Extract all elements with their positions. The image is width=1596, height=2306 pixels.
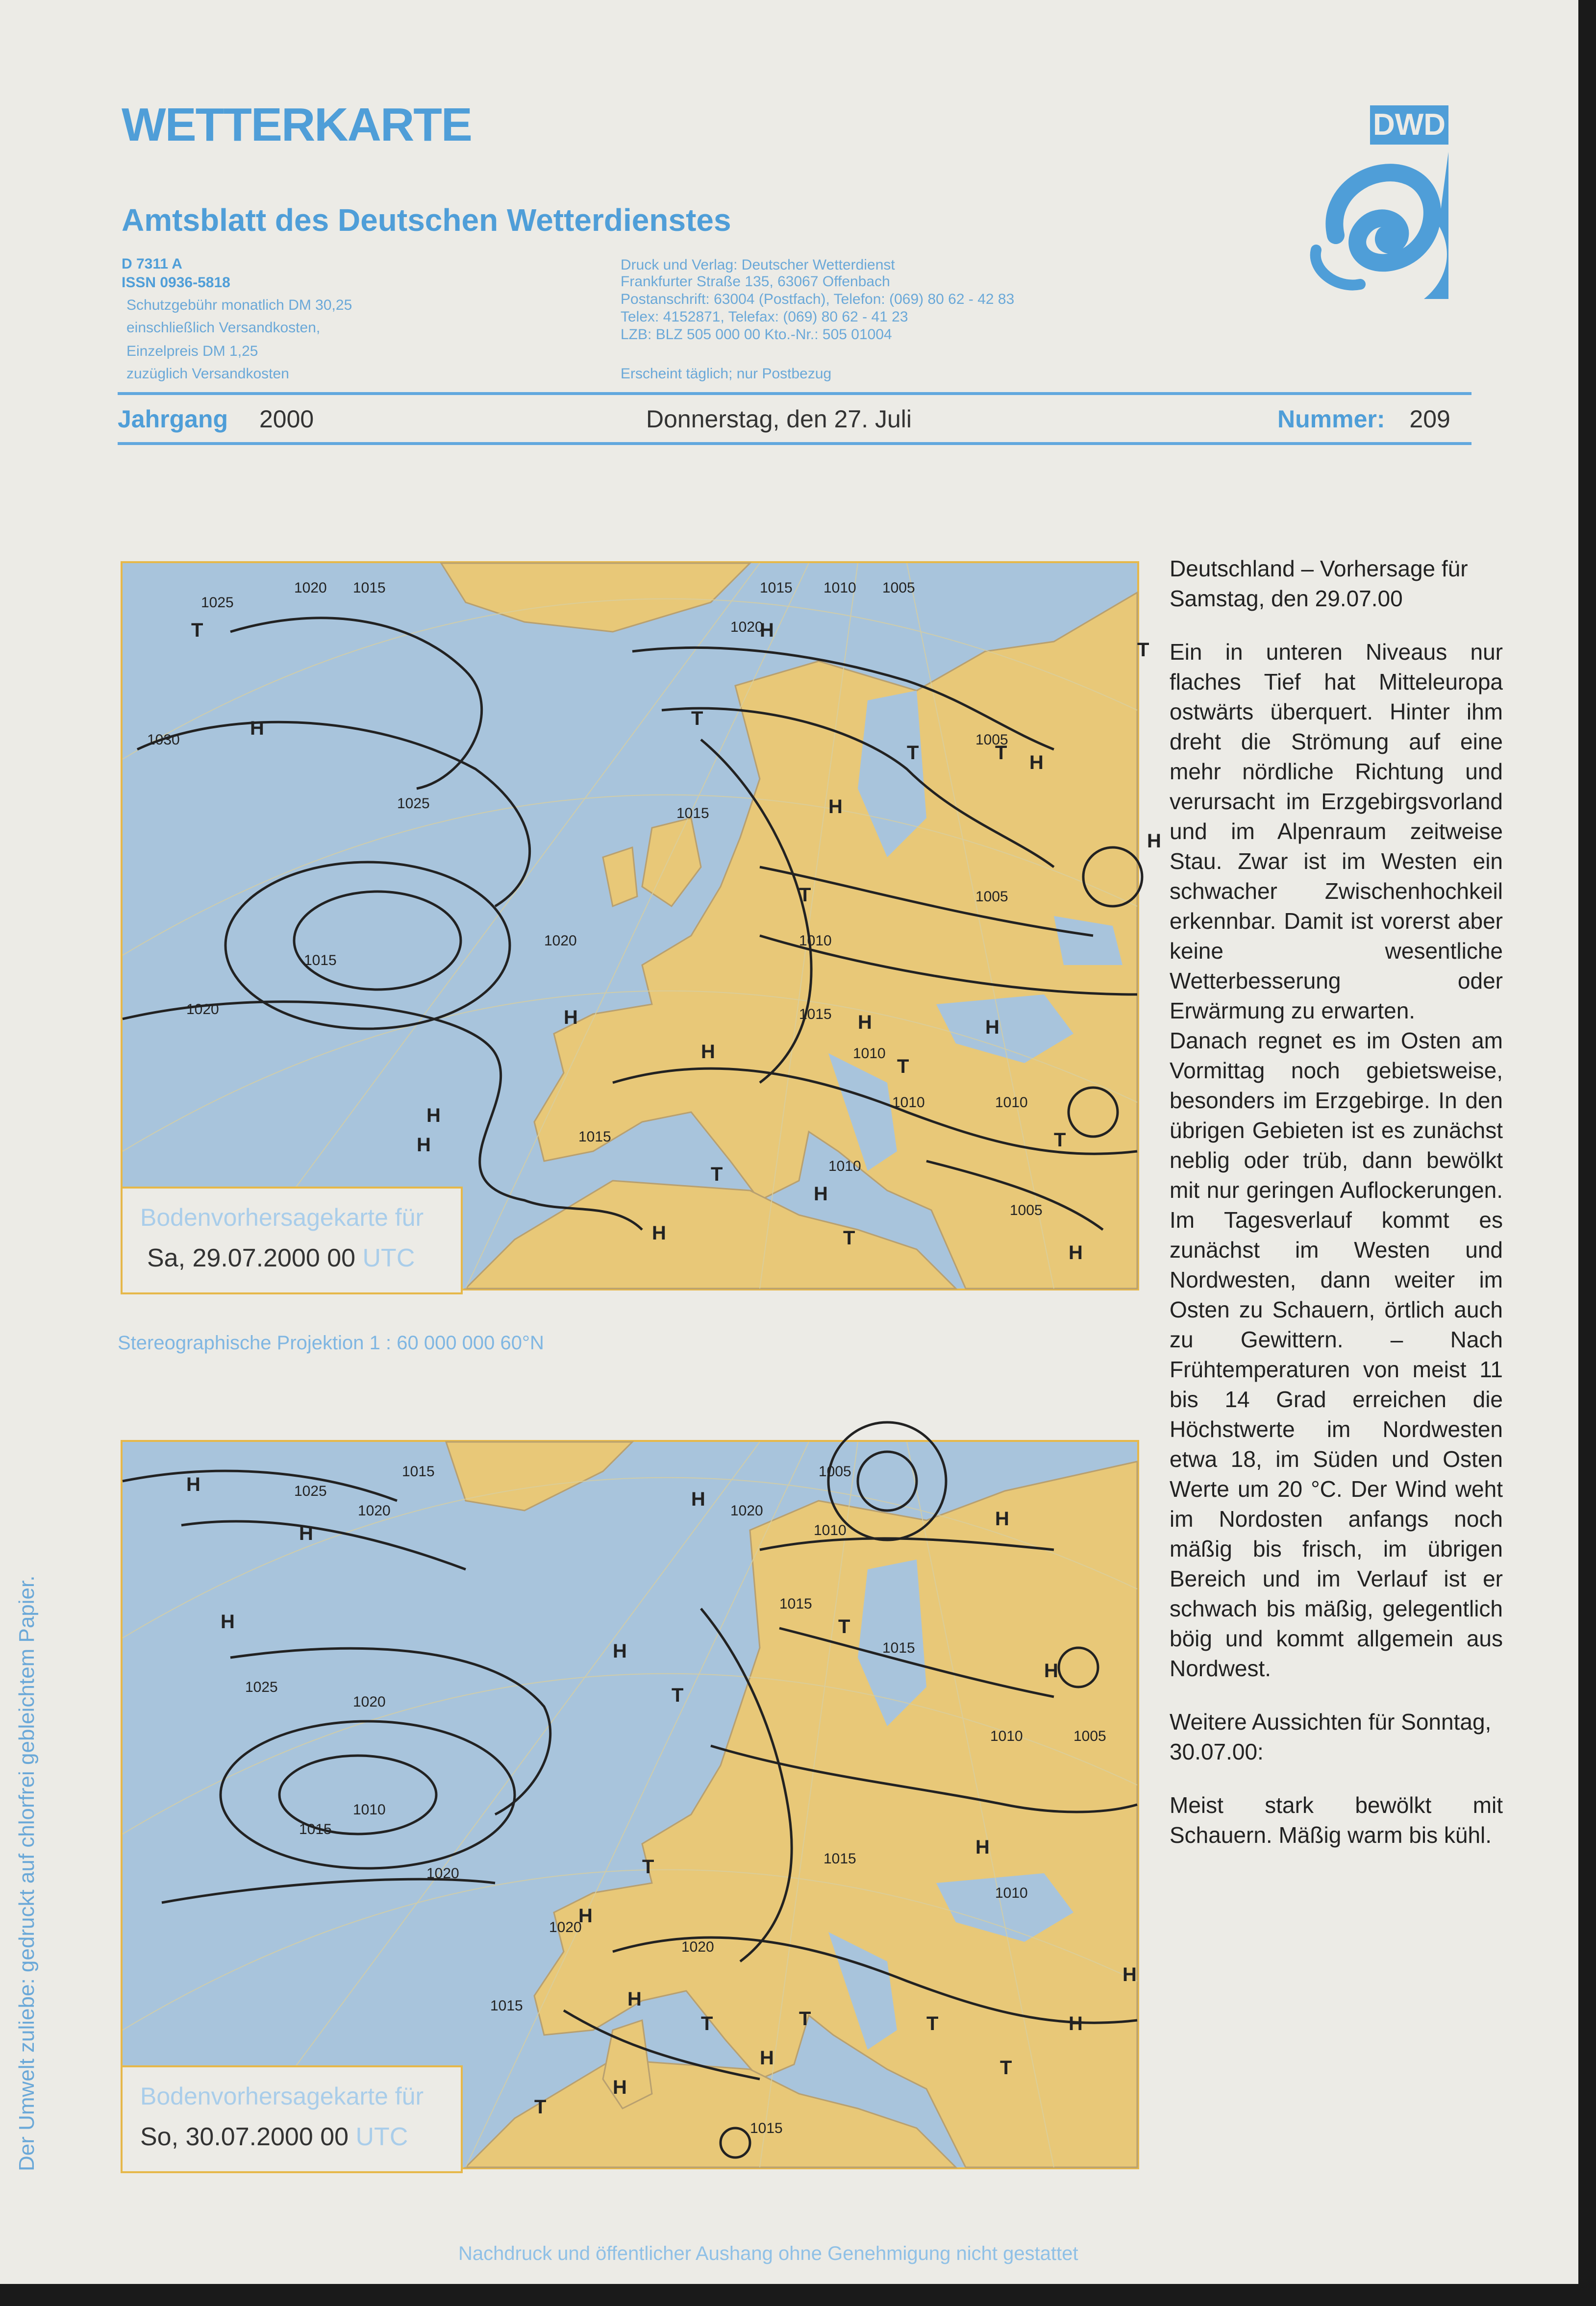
- map2-caption-title: Bodenvorhersagekarte für: [140, 2083, 424, 2110]
- svg-text:1020: 1020: [186, 1001, 219, 1017]
- svg-text:1025: 1025: [294, 1483, 327, 1499]
- svg-text:H: H: [627, 1988, 642, 2010]
- svg-text:H: H: [995, 1508, 1009, 1530]
- map1-caption-date: Sa, 29.07.2000 00 UTC: [147, 1244, 415, 1272]
- issue-bar: [118, 405, 314, 433]
- svg-text:1020: 1020: [730, 619, 763, 635]
- svg-text:1015: 1015: [823, 1851, 856, 1867]
- svg-text:1015: 1015: [299, 1821, 332, 1837]
- svg-text:H: H: [760, 620, 774, 641]
- svg-text:1015: 1015: [402, 1463, 435, 1480]
- map2-caption: [121, 2065, 463, 2173]
- svg-text:H: H: [186, 1474, 200, 1495]
- svg-text:1020: 1020: [426, 1865, 459, 1882]
- fee-3: Einzelpreis DM 1,25: [126, 343, 258, 359]
- svg-text:1010: 1010: [995, 1885, 1028, 1901]
- number-label: Nummer:: [1277, 405, 1385, 433]
- svg-text:1025: 1025: [201, 595, 234, 611]
- svg-text:1010: 1010: [823, 580, 856, 596]
- svg-text:1005: 1005: [975, 889, 1008, 905]
- projection-note: Stereographische Projektion 1 : 60 000 000 60°N: [118, 1332, 544, 1354]
- svg-text:T: T: [642, 1856, 654, 1878]
- svg-text:T: T: [897, 1056, 909, 1077]
- svg-text:1020: 1020: [681, 1939, 714, 1955]
- forecast-body-2: Danach regnet es im Osten am Vormittag noch gebietsweise, besonders im Erzgebirge. In den übrigen Gebieten ist es zunächst neblig oder trüb, dann bewölkt mit nur geringen Auflockerungen. Im Tagesverlauf kommt es zunächst im Westen und Nordwesten, dann weiter im Osten zu Schauern, örtlich auch zu Gewittern. – Nach Frühtemperaturen von meist 11 bis 14 Grad erreichen die Höchstwerte im Nordwesten etwa 18, im Süden und Osten Werte um 20 °C. Der Wind weht im Nordosten anfangs noch mäßig bis frisch, im übrigen Bereich und im Verlauf ist er schwach bis mäßig, gelegentlich böig und kommt allgemein aus Nordwest.: [1170, 1028, 1503, 1681]
- svg-text:T: T: [191, 620, 203, 641]
- svg-text:H: H: [1122, 1964, 1137, 1985]
- svg-text:T: T: [701, 2013, 713, 2034]
- svg-text:1020: 1020: [358, 1503, 391, 1519]
- svg-text:H: H: [652, 1222, 666, 1244]
- header-rule-bottom: [118, 442, 1471, 445]
- svg-text:T: T: [838, 1616, 850, 1637]
- svg-text:1020: 1020: [549, 1919, 582, 1935]
- svg-text:H: H: [221, 1611, 235, 1633]
- issue-date: Donnerstag, den 27. Juli: [646, 405, 912, 433]
- svg-text:1005: 1005: [1073, 1728, 1106, 1744]
- svg-text:H: H: [426, 1105, 441, 1126]
- svg-text:1015: 1015: [304, 952, 337, 968]
- svg-text:H: H: [417, 1134, 431, 1156]
- map2-caption-date: So, 30.07.2000 00 UTC: [140, 2123, 408, 2151]
- publisher-5: LZB: BLZ 505 000 00 Kto.-Nr.: 505 01004: [621, 326, 892, 343]
- svg-text:1010: 1010: [828, 1158, 861, 1174]
- appears-note: Erscheint täglich; nur Postbezug: [621, 366, 832, 382]
- svg-text:T: T: [843, 1227, 855, 1249]
- svg-text:H: H: [760, 2047, 774, 2069]
- svg-text:1025: 1025: [397, 795, 430, 812]
- svg-text:H: H: [985, 1017, 999, 1038]
- svg-text:T: T: [1137, 639, 1149, 661]
- svg-text:1010: 1010: [814, 1522, 847, 1538]
- forecast-text: [1170, 554, 1503, 1850]
- svg-text:1020: 1020: [730, 1503, 763, 1519]
- svg-text:T: T: [1054, 1129, 1066, 1151]
- svg-text:1015: 1015: [676, 805, 709, 821]
- fee-1: Schutzgebühr monatlich DM 30,25: [126, 297, 352, 313]
- svg-text:T: T: [691, 708, 703, 729]
- header-rule-top: [118, 392, 1471, 395]
- svg-text:1025: 1025: [245, 1679, 278, 1695]
- svg-text:1020: 1020: [294, 580, 327, 596]
- svg-text:1010: 1010: [892, 1094, 925, 1111]
- svg-text:H: H: [1044, 1660, 1058, 1682]
- dwd-logo: [1306, 103, 1453, 309]
- svg-text:H: H: [1069, 1242, 1083, 1264]
- svg-text:T: T: [799, 884, 811, 906]
- svg-text:1005: 1005: [819, 1463, 851, 1480]
- svg-text:H: H: [1029, 752, 1044, 773]
- publisher-4: Telex: 4152871, Telefax: (069) 80 62 - 41 23: [621, 309, 908, 325]
- environment-note: Der Umwelt zuliebe: gedruckt auf chlorfrei gebleichtem Papier.: [15, 1575, 39, 2171]
- year-value: 2000: [259, 405, 314, 433]
- subtitle: Amtsblatt des Deutschen Wetterdienstes: [122, 202, 731, 238]
- svg-text:1015: 1015: [490, 1998, 523, 2014]
- svg-text:H: H: [250, 718, 264, 739]
- logo-text: DWD: [1372, 108, 1446, 142]
- map1-caption-title: Bodenvorhersagekarte für: [140, 1204, 424, 1231]
- svg-text:1010: 1010: [853, 1045, 886, 1062]
- svg-text:1005: 1005: [975, 732, 1008, 748]
- publisher-2: Frankfurter Straße 135, 63067 Offenbach: [621, 273, 890, 290]
- svg-text:T: T: [995, 742, 1007, 764]
- svg-text:H: H: [613, 2077, 627, 2098]
- svg-text:1020: 1020: [353, 1694, 386, 1710]
- map1-caption: [121, 1187, 463, 1294]
- svg-text:T: T: [711, 1164, 723, 1185]
- id-line: D 7311 A: [122, 256, 182, 272]
- svg-text:T: T: [926, 2013, 939, 2034]
- fee-4: zuzüglich Versandkosten: [126, 366, 289, 382]
- svg-text:T: T: [534, 2096, 547, 2118]
- svg-text:T: T: [799, 2008, 811, 2030]
- svg-text:1030: 1030: [147, 732, 180, 748]
- svg-text:1005: 1005: [1010, 1202, 1043, 1218]
- svg-text:H: H: [858, 1012, 872, 1033]
- year-label: Jahrgang: [118, 405, 228, 433]
- forecast-heading: Deutschland – Vorhersage für Samstag, den 29.07.00: [1170, 556, 1468, 611]
- svg-text:1015: 1015: [750, 2120, 783, 2136]
- outlook-body: Meist stark bewölkt mit Schauern. Mäßig warm bis kühl.: [1170, 1792, 1503, 1848]
- number-block: [1277, 405, 1450, 433]
- forecast-map-saturday: [121, 561, 1161, 1290]
- svg-text:T: T: [907, 742, 919, 764]
- svg-text:1015: 1015: [760, 580, 793, 596]
- issn: ISSN 0936-5818: [122, 274, 230, 291]
- svg-text:1015: 1015: [779, 1596, 812, 1612]
- svg-text:H: H: [814, 1183, 828, 1205]
- fee-2: einschließlich Versandkosten,: [126, 320, 321, 336]
- svg-text:1010: 1010: [799, 933, 832, 949]
- svg-text:H: H: [578, 1905, 593, 1927]
- forecast-body: Ein in unteren Niveaus nur flaches Tief hat Mitteleuropa ostwärts überquert. Hinter ihm dreht die Strömung auf eine mehr nördliche Richtung und verursacht im Erzgebirgsvorland und im Alpenraum zeitweise Stau. Zwar ist im Westen ein schwacher Zwischenhochkeil erkennbar. Damit ist vorerst aber keine wesentliche Wetterbesserung oder Erwärmung zu erwarten.: [1170, 639, 1503, 1023]
- publisher-3: Postanschrift: 63004 (Postfach), Telefon: (069) 80 62 - 42 83: [621, 291, 1015, 307]
- svg-text:H: H: [1147, 830, 1161, 852]
- svg-text:H: H: [691, 1488, 705, 1510]
- svg-text:H: H: [299, 1523, 313, 1544]
- svg-text:1015: 1015: [578, 1129, 611, 1145]
- publisher-1: Druck und Verlag: Deutscher Wetterdienst: [621, 257, 895, 273]
- svg-text:1015: 1015: [353, 580, 386, 596]
- footer-note: Nachdruck und öffentlicher Aushang ohne Genehmigung nicht gestattet: [458, 2243, 1078, 2264]
- svg-text:T: T: [1000, 2057, 1012, 2079]
- number-value: 209: [1409, 405, 1450, 433]
- svg-text:1010: 1010: [995, 1094, 1028, 1111]
- svg-text:H: H: [613, 1640, 627, 1662]
- svg-text:1010: 1010: [990, 1728, 1023, 1744]
- svg-text:H: H: [1069, 2013, 1083, 2034]
- page-title: WETTERKARTE: [122, 99, 472, 151]
- svg-text:1015: 1015: [882, 1640, 915, 1656]
- svg-text:H: H: [701, 1041, 715, 1063]
- svg-text:H: H: [975, 1836, 990, 1858]
- forecast-map-sunday: [121, 1440, 1139, 2169]
- svg-text:1005: 1005: [882, 580, 915, 596]
- svg-text:1015: 1015: [799, 1006, 832, 1022]
- svg-text:H: H: [564, 1007, 578, 1028]
- svg-text:T: T: [672, 1685, 684, 1706]
- svg-text:1020: 1020: [544, 933, 577, 949]
- svg-text:1010: 1010: [353, 1802, 386, 1818]
- svg-text:H: H: [828, 796, 843, 818]
- outlook-heading: Weitere Aussichten für Sonntag, 30.07.00:: [1170, 1709, 1492, 1764]
